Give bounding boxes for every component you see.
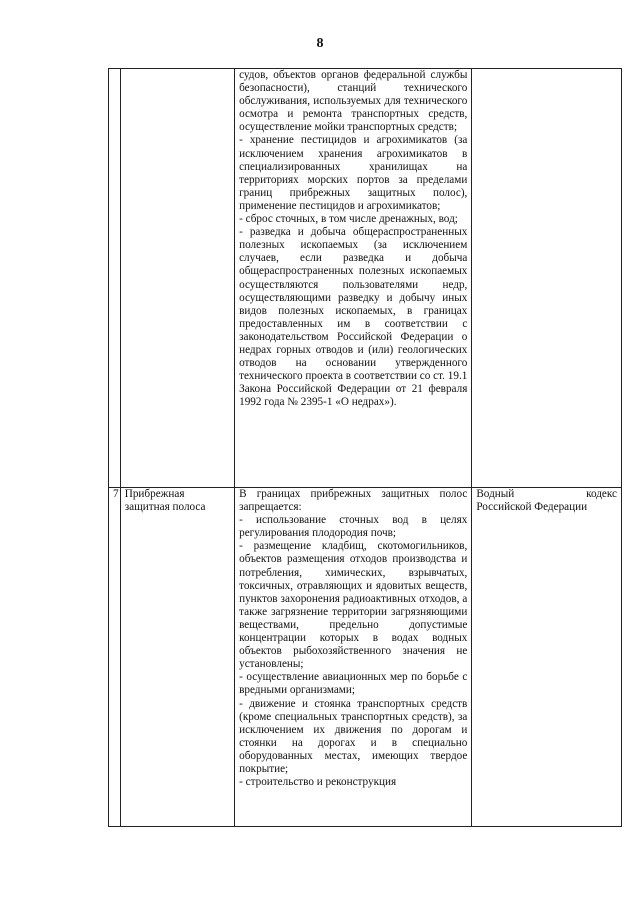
table-row (109, 488, 622, 827)
restriction-paragraph: судов, объектов органов федеральной службы безопасности), станций технического обслуживания, используемых для технического осмотра и ремонта транспортных средств, осуществление мойки транспортных средств; (239, 69, 468, 134)
law-reference-cell (472, 69, 622, 488)
zone-name (120, 69, 234, 488)
restriction-paragraph: - использование сточных вод в целях регулирования плодородия почв; (239, 514, 468, 540)
restriction-paragraph: В границах прибрежных защитных полос запрещается: (239, 488, 468, 514)
law-reference-cell (472, 488, 622, 827)
document-table (108, 68, 622, 827)
restriction-paragraph: - строительство и реконструкция (239, 776, 397, 789)
restriction-paragraph: - хранение пестицидов и агрохимикатов (за исключением хранения агрохимикатов в специализированных хранилищах на территориях морских портов за пределами границ прибрежных защитных полос), применение пестицидов и агрохимикатов; (239, 134, 468, 212)
restriction-paragraph: - сброс сточных, в том числе дренажных, вод; (239, 213, 458, 226)
restriction-paragraph: - осуществление авиационных мер по борьбе с вредными организмами; (239, 671, 468, 697)
page-number: 8 (316, 36, 324, 51)
law-reference-line: Российской Федерации (476, 501, 588, 514)
restriction-paragraph: - размещение кладбищ, скотомогильников, объектов размещения отходов производства и потребления, химических, взрывчатых, токсичных, отравляющих и ядовитых веществ, пунктов захоронения радиоактивных отходов, а также загрязнение территории загрязняющими веществами, предельно допустимые концентрации которых в водах водных объектов рыбохозяйственного значения не установлены; (239, 540, 468, 671)
restriction-paragraph: - разведка и добыча общераспространенных полезных ископаемых (за исключением случаев, если разведка и добыча общераспространенных полезных ископаемых осуществляются пользователями недр, осуществляющими разведку и добычу иных видов полезных ископаемых, в границах предоставленных им в соответствии с законодательством Российской Федерации о недрах горных отводов и (или) геологических отводов на основании утвержденного технического проекта в соответствии со ст. 19.1 Закона Российской Федерации от 21 февраля 1992 года № 2395-1 «О недрах»). (239, 226, 468, 409)
law-reference-line: Водный кодекс (476, 488, 617, 500)
row-number: 7 (109, 488, 121, 827)
restrictions-cell (235, 488, 472, 827)
row-number (109, 69, 121, 488)
zone-name: Прибрежная защитная полоса (120, 488, 234, 827)
restrictions-cell (235, 69, 472, 488)
table-row (109, 69, 622, 488)
restriction-paragraph: - движение и стоянка транспортных средств (кроме специальных транспортных средств), за исключением их движения по дорогам и стоянки на дорогах и в специально оборудованных местах, имеющих твердое покрытие; (239, 697, 468, 775)
